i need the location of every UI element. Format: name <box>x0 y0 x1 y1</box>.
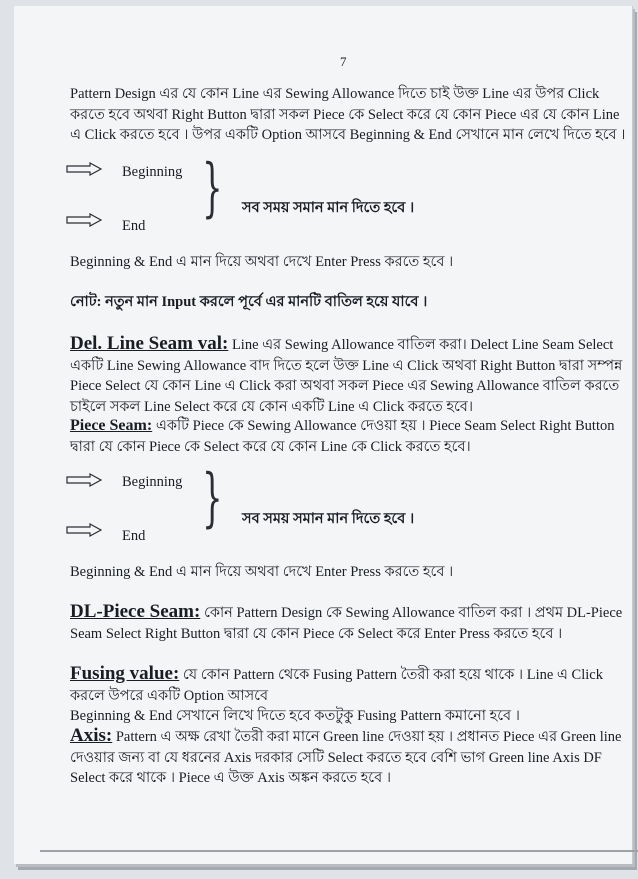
beginning-label-1: Beginning <box>122 164 183 180</box>
enter-instruction-1: Beginning & End এ মান দিয়ে অথবা দেখে Enter Press করতে হবে । <box>70 254 454 270</box>
dl-piece-seam-heading: DL-Piece Seam: <box>70 601 201 622</box>
note-line: নোট: নতুন মান Input করলে পূর্বে এর মানটি বাতিল হয়ে যাবে । <box>70 294 428 310</box>
right-brace-icon: } <box>202 151 223 225</box>
arrow-right-icon <box>66 473 102 487</box>
fusing-value-heading: Fusing value: <box>70 663 180 684</box>
piece-seam-text: একটি Piece কে Sewing Allowance দেওয়া হয় । Piece Seam Select Right Button দ্বারা যে কোন Piece কে Select করে যে কোন Line কে Click করতে হবে। <box>70 418 615 455</box>
fusing-value-text: যে কোন Pattern থেকে Fusing Pattern তৈরী করা হয়ে থাকে । Line এ Click করলে উপরে একটি Option আসবে <box>70 667 603 704</box>
axis-text: Pattern এ অক্ষ রেখা তৈরী করা মানে Green line দেওয়া হয় । প্রধানত Piece এর Green line দেওয়ার জন্য বা যে ধরনের Axis দরকার সেটি Select করতে হবে বেশি ভাগ Green line Axis DF Select করে থাকে । Piece এ উক্ত Axis অঙ্কন করতে হবে । <box>70 729 622 786</box>
arrow-right-icon <box>66 523 102 537</box>
fusing-value-line-2: Beginning & End সেখানে লিখে দিতে হবে কতটুকু Fusing Pattern কমানো হবে । <box>70 708 520 724</box>
end-label-1: End <box>122 218 146 234</box>
del-line-seam-heading: Del. Line Seam val: <box>70 333 229 354</box>
piece-seam-heading: Piece Seam: <box>70 417 153 434</box>
end-label-2: End <box>122 528 146 544</box>
page-edge-line <box>40 850 638 852</box>
right-brace-icon: } <box>202 461 223 535</box>
beginning-label-2: Beginning <box>122 474 183 490</box>
equal-value-note-2: সব সময় সমান মান দিতে হবে । <box>242 511 415 527</box>
axis-heading: Axis: <box>70 725 113 746</box>
arrow-right-icon <box>66 162 102 176</box>
document-page <box>14 6 633 864</box>
arrow-right-icon <box>66 213 102 227</box>
enter-instruction-2: Beginning & End এ মান দিয়ে অথবা দেখে Enter Press করতে হবে । <box>70 564 454 580</box>
del-line-seam-paragraph <box>70 334 626 417</box>
page-number: 7 <box>340 54 347 69</box>
del-line-seam-text: Line এর Sewing Allowance বাতিল করা। Delect Line Seam Select একটি Line Sewing Allowance বাদ দিতে হলে উক্ত Line এ Click অথবা Right Button দ্বারা সম্পন্ন Piece Select যে কোন Line এ Click করা অথবা সকল Piece এর Sewing Allowance বাতিল করতে চাইলে সকল Line Select করে যে কোন একটি Line এ Click করতে হবে। <box>70 337 623 415</box>
axis-paragraph <box>70 726 626 789</box>
intro-paragraph: Pattern Design এর যে কোন Line এর Sewing Allowance দিতে চাই উক্ত Line এর উপর Click করতে হবে অথবা Right Button দ্বারা সকল Piece কে Select করে যে কোন Piece এর যে কোন Line এ Click করতে হবে । উপর একটি Option আসবে Beginning & End সেখানে মান লেখে দিতে হবে । <box>70 86 626 143</box>
equal-value-note-1: সব সময় সমান মান দিতে হবে । <box>242 200 415 216</box>
dl-piece-seam-paragraph <box>70 602 626 644</box>
piece-seam-paragraph <box>70 416 626 457</box>
fusing-value-paragraph <box>70 664 626 706</box>
dl-piece-seam-text: কোন Pattern Design কে Sewing Allowance বাতিল করা । প্রথম DL-Piece Seam Select Right Button দ্বারা যে কোন Piece কে Select করে Enter Press করতে হবে । <box>70 605 623 642</box>
